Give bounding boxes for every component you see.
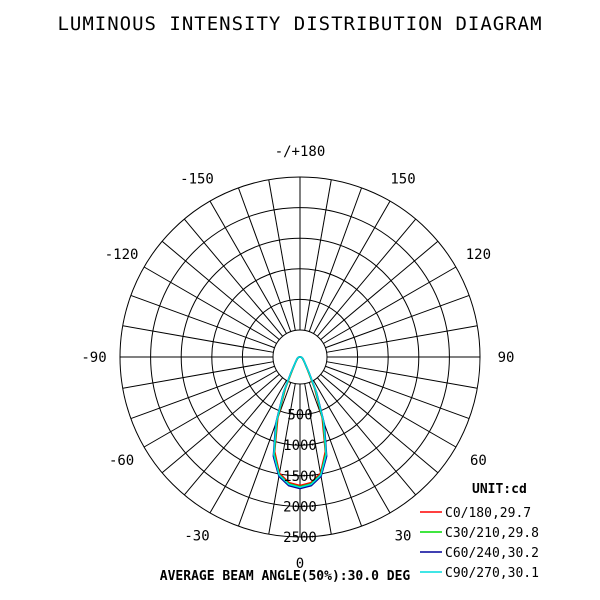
angle-label: -/+180: [274, 144, 326, 160]
angle-label: -30: [184, 528, 210, 545]
angle-label: 60: [469, 453, 487, 469]
unit-label: UNIT:cd: [472, 482, 527, 497]
radial-tick-label: 2000: [283, 499, 317, 516]
radial-tick-label: 2500: [283, 530, 317, 546]
angle-label: -60: [108, 453, 135, 469]
angle-label: 120: [465, 247, 492, 263]
legend-entry: C60/240,30.2: [445, 546, 539, 561]
angle-label: 30: [394, 528, 412, 545]
chart-title: LUMINOUS INTENSITY DISTRIBUTION DIAGRAM: [57, 13, 543, 35]
legend-entry: C30/210,29.8: [445, 526, 539, 541]
angle-label: -120: [104, 247, 139, 263]
radial-tick-label: 500: [287, 407, 313, 424]
angle-label: 90: [497, 350, 515, 366]
radial-tick-label: 1500: [283, 468, 317, 485]
angle-label: 150: [390, 171, 416, 188]
legend-entry: C0/180,29.7: [445, 506, 532, 521]
radial-tick-label: 1000: [283, 438, 317, 455]
legend: [420, 482, 539, 581]
angle-label: -150: [180, 171, 214, 188]
angle-label: 0: [295, 556, 305, 572]
angle-label: -90: [81, 350, 107, 366]
beam-angle-footer: AVERAGE BEAM ANGLE(50%):30.0 DEG: [159, 569, 411, 584]
legend-entry: C90/270,30.1: [445, 566, 539, 581]
